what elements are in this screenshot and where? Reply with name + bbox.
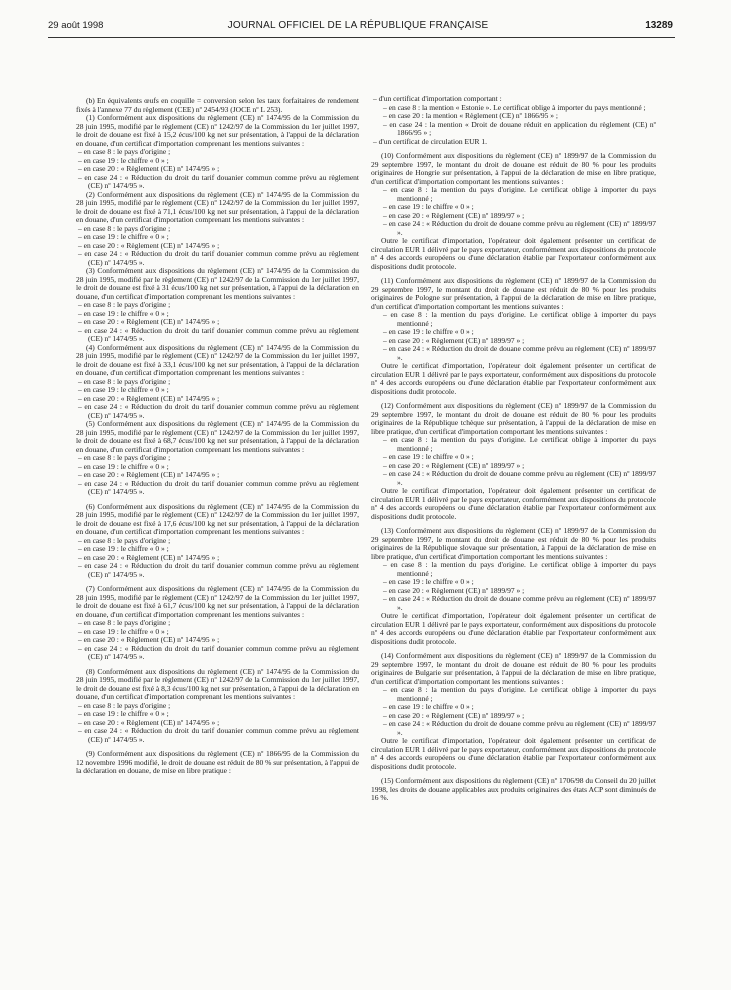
list-item: – en case 8 : la mention du pays d'origine. Le certificat oblige à importer du pays mentionné ; [383, 185, 656, 203]
left-column [76, 97, 359, 776]
list-item: – en case 20 : « Règlement (CE) nº 1899/97 » ; [383, 335, 525, 345]
paragraph: Outre le certificat d'importation, l'opérateur doit également présenter un certificat de circulation EUR 1 délivré par le pays exportateur, conformément aux dispositions du protocole nº 4 des accords européens ou d'une déclaration établie par l'exportateur conformément aux dispositions dudit protocole. [371, 736, 656, 771]
list-item: – en case 19 : le chiffre « 0 » ; [78, 155, 169, 165]
paragraph: (8) Conformément aux dispositions du règlement (CE) nº 1474/95 de la Commission du 28 juin 1995, modifié par le règlement (CE) nº 1242/97 de la Commission du 1er juillet 1997, le droit de douane est fixé à 8,3 écus/100 kg net sur présentation, à l'appui de la déclaration en douane, d'un certificat d'importation comprenant les mentions suivantes : [76, 666, 359, 701]
list-item: – en case 20 : « Règlement (CE) nº 1474/95 » ; [78, 635, 220, 644]
list-item: – en case 8 : le pays d'origine ; [78, 700, 171, 710]
header-rule [48, 37, 675, 38]
page-header [48, 20, 673, 34]
list-item: – en case 8 : la mention du pays d'origine. Le certificat oblige à importer du pays mentionné ; [383, 685, 656, 703]
list-item: – en case 20 : « Règlement (CE) nº 1899/97 » ; [383, 585, 525, 595]
list-item: – en case 8 : le pays d'origine ; [78, 453, 171, 462]
list-item: – en case 19 : le chiffre « 0 » ; [78, 709, 169, 718]
list-item: – en case 8 : le pays d'origine ; [78, 535, 171, 545]
list-item: – en case 20 : « Règlement (CE) nº 1474/95 » ; [78, 240, 220, 250]
list-item: – en case 19 : le chiffre « 0 » ; [78, 626, 169, 636]
header-date: 29 août 1998 [48, 20, 104, 31]
list-item: – en case 20 : « Règlement (CE) nº 1474/95 » ; [78, 317, 220, 326]
list-item: – en case 24 : « Réduction du droit du tarif douanier commun comme prévu au règlement (CE) nº 1474/95 ». [78, 561, 359, 579]
list-item: – en case 19 : le chiffre « 0 » ; [383, 452, 474, 461]
paragraph: Outre le certificat d'importation, l'opérateur doit également présenter un certificat de circulation EUR 1 délivré par le pays exportateur, conformément aux dispositions du protocole nº 4 des accords européens ou d'une déclaration établie par l'exportateur conformément aux dispositions dudit protocole. [371, 361, 656, 396]
list-item: – en case 24 : la mention « Droit de douane réduit en application du règlement (CE) nº 1866/95 » ; [383, 119, 656, 137]
list-item: – en case 8 : le pays d'origine ; [78, 376, 171, 386]
list-item: – en case 19 : le chiffre « 0 » ; [383, 327, 474, 336]
paragraph: (13) Conformément aux dispositions du règlement (CE) nº 1899/97 de la Commission du 29 septembre 1997, le montant du droit de douane est réduit de 80 % pour les produits originaires de la République slovaque sur présentation, à l'appui de la déclaration de mise en libre pratique, d'un certificat d'importation comportant les mentions suivantes : [371, 526, 656, 561]
list-item: – en case 24 : « Réduction du droit du tarif douanier commun comme prévu au règlement (CE) nº 1474/95 ». [78, 172, 359, 190]
paragraph: Outre le certificat d'importation, l'opérateur doit également présenter un certificat de circulation EUR 1 délivré par le pays exportateur, conformément aux dispositions du protocole nº 4 des accords européens ou d'une déclaration établie par l'exportateur conformément aux dispositions dudit protocole. [371, 486, 656, 521]
list-item: – en case 19 : le chiffre « 0 » ; [383, 577, 474, 586]
list-item: – en case 8 : le pays d'origine ; [78, 223, 171, 233]
journal-title: JOURNAL OFFICIEL DE LA RÉPUBLIQUE FRANÇAISE [227, 20, 489, 31]
list-item: – en case 19 : le chiffre « 0 » ; [78, 232, 169, 241]
list-item: – en case 20 : « Règlement (CE) nº 1899/97 » ; [383, 460, 525, 470]
list-item: – en case 8 : le pays d'origine ; [78, 618, 171, 627]
list-item: – en case 20 : « Règlement (CE) nº 1474/95 » ; [78, 552, 220, 562]
list-item: – en case 20 : « Règlement (CE) nº 1899/97 » ; [383, 210, 525, 220]
paragraph: (1) Conformément aux dispositions du règlement (CE) nº 1474/95 de la Commission du 28 juin 1995, modifié par le règlement (CE) nº 1242/97 de la Commission du 1er juillet 1997, le droit de douane est fixé à 15,2 écus/100 kg net sur présentation, à l'appui de la déclaration en douane, d'un certificat d'importation comprenant les mentions suivantes : [76, 113, 359, 148]
list-item: – en case 8 : le pays d'origine ; [78, 147, 171, 156]
list-item: – en case 20 : la mention « Règlement (CE) nº 1866/95 » ; [383, 111, 558, 120]
right-column [371, 95, 656, 803]
list-item: – en case 24 : « Réduction du droit du tarif douanier commun comme prévu au règlement (CE) nº 1474/95 ». [78, 325, 359, 343]
list-item: – en case 19 : le chiffre « 0 » ; [78, 544, 169, 553]
paragraph: (14) Conformément aux dispositions du règlement (CE) nº 1899/97 de la Commission du 29 septembre 1997, le montant du droit de douane est réduit de 80 % pour les produits originaires de Bulgarie sur présentation, à l'appui de la déclaration de mise en libre pratique, d'un certificat d'importation comportant les mentions suivantes : [371, 651, 656, 686]
paragraph: (6) Conformément aux dispositions du règlement (CE) nº 1474/95 de la Commission du 28 juin 1995, modifié par le règlement (CE) nº 1242/97 de la Commission du 1er juillet 1997, le droit de douane est fixé à 17,6 écus/100 kg net sur présentation, à l'appui de la déclaration en douane, d'un certificat d'importation comprenant les mentions suivantes : [76, 501, 359, 536]
list-item: – en case 24 : « Réduction du droit du tarif douanier commun comme prévu au règlement (CE) nº 1474/95 ». [78, 402, 359, 420]
page-number: 13289 [645, 20, 673, 31]
list-item: – en case 20 : « Règlement (CE) nº 1474/95 » ; [78, 164, 220, 173]
list-item: – en case 19 : le chiffre « 0 » ; [383, 202, 474, 211]
paragraph: (15) Conformément aux dispositions du règlement (CE) nº 1706/98 du Conseil du 20 juillet 1998, les droits de douane applicables aux produits originaires des états ACP sont diminués de 16 %. [371, 776, 656, 802]
paragraph: Outre le certificat d'importation, l'opérateur doit également présenter un certificat de circulation EUR 1 délivré par le pays exportateur, conformément aux dispositions du protocole nº 4 des accords européens ou d'une déclaration établie par l'exportateur conformément aux dispositions dudit protocole. [371, 611, 656, 646]
list-item: – en case 24 : « Réduction du droit du tarif douanier commun comme prévu au règlement (CE) nº 1474/95 ». [78, 643, 359, 661]
paragraph: (7) Conformément aux dispositions du règlement (CE) nº 1474/95 de la Commission du 28 juin 1995, modifié par le règlement (CE) nº 1242/97 de la Commission du 1er juillet 1997, le droit de douane est fixé à 61,7 écus/100 kg net sur présentation, à l'appui de la déclaration en douane, d'un certificat d'importation comprenant les mentions suivantes : [76, 584, 359, 619]
paragraph: (2) Conformément aux dispositions du règlement (CE) nº 1474/95 de la Commission du 28 juin 1995, modifié par le règlement (CE) nº 1242/97 de la Commission du 1er juillet 1997, le droit de douane est fixé à 71,1 écus/100 kg net sur présentation, à l'appui de la déclaration en douane, d'un certificat d'importation comprenant les mentions suivantes : [76, 189, 359, 224]
list-item: – en case 24 : « Réduction du droit du tarif douanier commun comme prévu au règlement (CE) nº 1474/95 ». [78, 726, 359, 744]
list-item: – en case 24 : « Réduction du droit de douane comme prévu au règlement (CE) nº 1899/97 ». [383, 719, 656, 737]
list-item: – en case 19 : le chiffre « 0 » ; [78, 461, 169, 471]
paragraph: (3) Conformément aux dispositions du règlement (CE) nº 1474/95 de la Commission du 28 juin 1995, modifié par le règlement (CE) nº 1242/97 de la Commission du 1er juillet 1997, le droit de douane est fixé à 31 écus/100 kg net sur présentation, à l'appui de la déclaration en douane, d'un certificat d'importation comprenant les mentions suivantes : [76, 266, 359, 301]
paragraph: (10) Conformément aux dispositions du règlement (CE) nº 1899/97 de la Commission du 29 septembre 1997, le montant du droit de douane est réduit de 80 % pour les produits originaires de Hongrie sur présentation, à l'appui de la déclaration de mise en libre pratique, d'un certificat d'importation comportant les mentions suivantes : [371, 151, 656, 186]
list-item: – en case 8 : la mention du pays d'origine. Le certificat oblige à importer du pays mentionné ; [383, 310, 656, 328]
list-item: – en case 20 : « Règlement (CE) nº 1474/95 » ; [78, 717, 220, 727]
list-item: – en case 24 : « Réduction du droit du tarif douanier commun comme prévu au règlement (CE) nº 1474/95 ». [78, 478, 359, 496]
list-item: – en case 24 : « Réduction du droit de douane comme prévu au règlement (CE) nº 1899/97 ». [383, 594, 656, 612]
list-item: – en case 19 : le chiffre « 0 » ; [78, 385, 169, 394]
paragraph: (9) Conformément aux dispositions du règlement (CE) nº 1866/95 de la Commission du 12 novembre 1996 modifié, le droit de douane est réduit de 80 % sur présentation, à l'appui de la déclaration en douane, de mise en libre pratique : [76, 749, 359, 775]
list-item: – en case 20 : « Règlement (CE) nº 1899/97 » ; [383, 710, 525, 720]
list-item: – en case 24 : « Réduction du droit du tarif douanier commun comme prévu au règlement (CE) nº 1474/95 ». [78, 249, 359, 267]
list-item: – en case 20 : « Règlement (CE) nº 1474/95 » ; [78, 393, 220, 403]
paragraph: (12) Conformément aux dispositions du règlement (CE) nº 1899/97 de la Commission du 29 septembre 1997, le montant du droit de douane est réduit de 80 % pour les produits originaires de la République tchèque sur présentation, à l'appui de la déclaration de mise en libre pratique, d'un certificat d'importation comportant les mentions suivantes : [371, 401, 656, 436]
paragraph: (11) Conformément aux dispositions du règlement (CE) nº 1899/97 de la Commission du 29 septembre 1997, le montant du droit de douane est réduit de 80 % pour les produits originaires de Pologne sur présentation, à l'appui de la déclaration de mise en libre pratique, d'un certificat d'importation comportant les mentions suivantes : [371, 276, 656, 311]
list-item: – en case 8 : la mention du pays d'origine. Le certificat oblige à importer du pays mentionné ; [383, 435, 656, 453]
paragraph: (b) En équivalents œufs en coquille = conversion selon les taux forfaitaires de rendement fixés à l'annexe 77 du règlement (CEE) nº 2454/93 (JOCE nº L 253). [76, 96, 359, 114]
paragraph: (4) Conformément aux dispositions du règlement (CE) nº 1474/95 de la Commission du 28 juin 1995, modifié par le règlement (CE) nº 1242/97 de la Commission du 1er juillet 1997, le droit de douane est fixé à 33,1 écus/100 kg net sur présentation, à l'appui de la déclaration en douane, d'un certificat d'importation comprenant les mentions suivantes : [76, 342, 359, 377]
list-item: – en case 20 : « Règlement (CE) nº 1474/95 » ; [78, 470, 220, 479]
paragraph: Outre le certificat d'importation, l'opérateur doit également présenter un certificat de circulation EUR 1 délivré par le pays exportateur, conformément aux dispositions du protocole nº 4 des accords européens ou d'une déclaration établie par l'exportateur conformément aux dispositions dudit protocole. [371, 236, 656, 271]
list-item: – en case 8 : la mention « Estonie ». Le certificat oblige à importer du pays mentionné ; [383, 102, 646, 112]
list-item: – d'un certificat de circulation EUR 1. [373, 136, 488, 146]
list-item: – en case 24 : « Réduction du droit de douane comme prévu au règlement (CE) nº 1899/97 ». [383, 219, 656, 237]
list-item: – en case 19 : le chiffre « 0 » ; [78, 308, 169, 318]
paragraph: (5) Conformément aux dispositions du règlement (CE) nº 1474/95 de la Commission du 28 juin 1995, modifié par le règlement (CE) nº 1242/97 de la Commission du 1er juillet 1997, le droit de douane est fixé à 68,7 écus/100 kg net sur présentation, à l'appui de la déclaration en douane, d'un certificat d'importation comprenant les mentions suivantes : [76, 419, 359, 454]
list-item: – en case 8 : le pays d'origine ; [78, 300, 171, 309]
list-item: – en case 19 : le chiffre « 0 » ; [383, 702, 474, 711]
list-item: – en case 24 : « Réduction du droit de douane comme prévu au règlement (CE) nº 1899/97 ». [383, 469, 656, 487]
list-item: – en case 8 : la mention du pays d'origine. Le certificat oblige à importer du pays mentionné ; [383, 560, 656, 578]
list-item: – d'un certificat d'importation comportant : [373, 94, 502, 103]
list-item: – en case 24 : « Réduction du droit de douane comme prévu au règlement (CE) nº 1899/97 ». [383, 344, 656, 362]
